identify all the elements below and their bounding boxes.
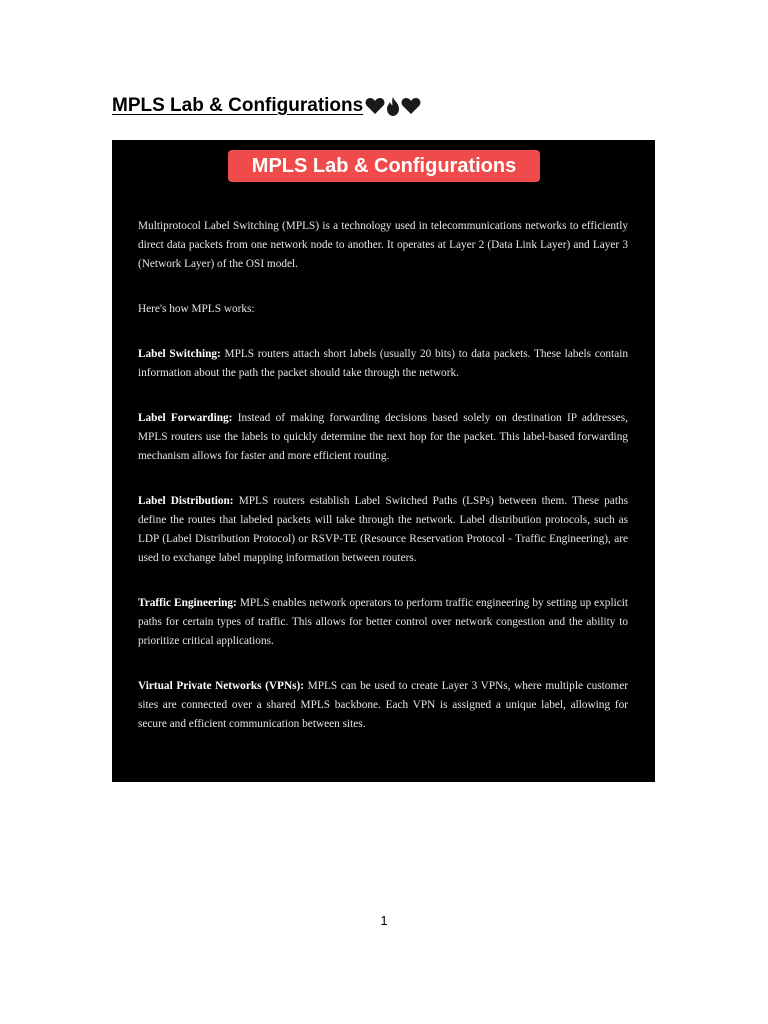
mpls-infographic-image xyxy=(112,140,655,780)
section-text: MPLS enables network operators to perform traffic engineering by setting up explicit paths for certain types of traffic. This allows for better control over network congestion and the ability to prioritize critical applications. xyxy=(138,597,629,647)
section-text: MPLS can be used to create Layer 3 VPNs, where multiple customer sites are connected over a shared MPLS backbone. Each VPN is assigned a unique label, allowing for secure and efficient communication between sites. xyxy=(138,680,628,730)
intro-paragraph: Multiprotocol Label Switching (MPLS) is a technology used in telecommunications networks to efficiently direct data packets from one network node to another. It operates at Layer 2 (Data Link Layer) and Layer 3 (Network Layer) of the OSI model. xyxy=(138,220,628,270)
black-heart-icon xyxy=(365,97,385,115)
document-heading-text: MPLS Lab & Configurations xyxy=(112,95,364,116)
document-heading xyxy=(112,95,421,117)
lead-paragraph: Here's how MPLS works: xyxy=(138,303,255,315)
section-label-switching xyxy=(138,345,628,383)
black-heart-icon xyxy=(401,97,421,115)
image-banner-title: MPLS Lab & Configurations xyxy=(228,150,540,182)
section-text: MPLS routers attach short labels (usually 20 bits) to data packets. These labels contain information about the path the packet should take through the network. xyxy=(138,348,628,379)
section-term: Traffic Engineering: xyxy=(138,597,237,609)
section-label-distribution xyxy=(138,492,628,568)
section-term: Label Distribution: xyxy=(138,495,234,507)
section-text: MPLS routers establish Label Switched Paths (LSPs) between them. These paths define the routes that labeled packets will take through the network. Label distribution protocols, such as LDP (Label Distribution Protocol) or RSVP-TE (Resource Reservation Protocol - Traffic Engineering), are used to exchange label mapping information between routers. xyxy=(138,495,628,564)
section-term: Label Forwarding: xyxy=(138,412,233,424)
section-text: Instead of making forwarding decisions based solely on destination IP addresses, MPLS routers use the labels to quickly determine the next hop for the packet. This label-based forwarding mechanism allows for faster and more efficient routing. xyxy=(138,412,628,462)
image-body-text xyxy=(138,217,628,760)
heading-emoji-group xyxy=(365,97,421,116)
section-term: Label Switching: xyxy=(138,348,221,360)
page-number: 1 xyxy=(380,913,388,928)
section-label-forwarding xyxy=(138,409,628,466)
image-bottom-rule xyxy=(112,780,655,782)
section-term: Virtual Private Networks (VPNs): xyxy=(138,680,305,692)
section-vpns xyxy=(138,677,628,734)
section-traffic-engineering xyxy=(138,594,628,651)
fire-icon xyxy=(386,97,400,116)
